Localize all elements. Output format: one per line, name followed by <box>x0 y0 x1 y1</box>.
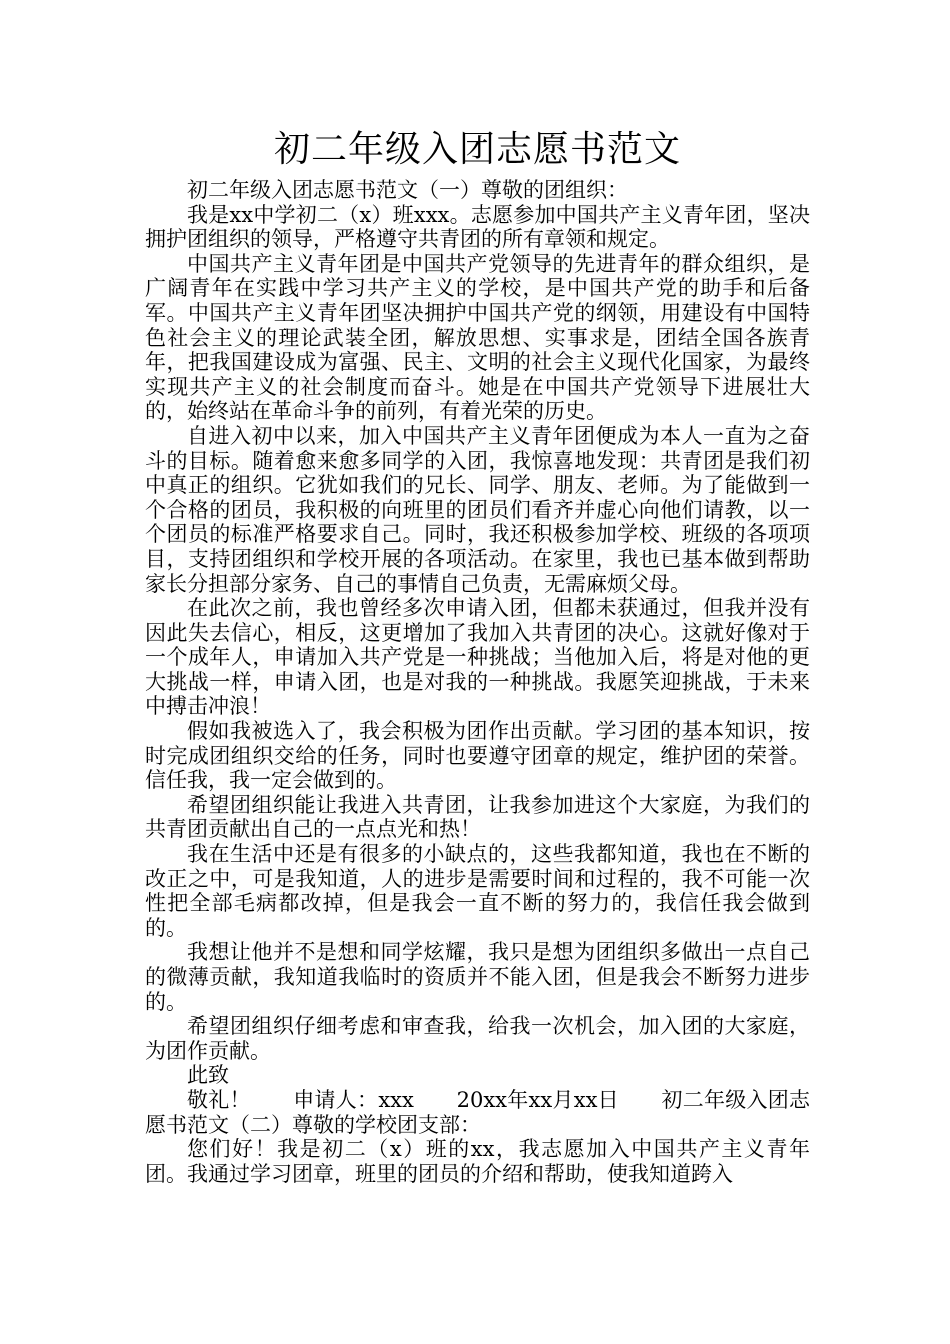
paragraph: 我想让他并不是想和同学炫耀，我只是想为团组织多做出一点自己的微薄贡献，我知道我临时的资质并不能入团，但是我会不断努力进步的。 <box>145 940 810 1014</box>
paragraph: 您们好！我是初二（x）班的xx，我志愿加入中国共产主义青年团。我通过学习团章，班里的团员的介绍和帮助，使我知道跨入 <box>145 1137 810 1186</box>
paragraph: 在此次之前，我也曾经多次申请入团，但都未获通过，但我并没有因此失去信心，相反，这更增加了我加入共青团的决心。这就好像对于一个成年人，申请加入共产党是一种挑战；当他加入后，将是对他的更大挑战一样，申请入团，也是对我的一种挑战。我愿笑迎挑战，于未来中搏击冲浪！ <box>145 596 810 719</box>
document-page <box>145 126 810 1186</box>
paragraph: 希望团组织仔细考虑和审查我，给我一次机会，加入团的大家庭，为团作贡献。 <box>145 1014 810 1063</box>
paragraph: 中国共产主义青年团是中国共产党领导的先进青年的群众组织，是广阔青年在实践中学习共产主义的学校，是中国共产党的助手和后备军。中国共产主义青年团坚决拥护中国共产党的纲领，用建设有中国特色社会主义的理论武装全团，解放思想、实事求是，团结全国各族青年，把我国建设成为富强、民主、文明的社会主义现代化国家，为最终实现共产主义的社会制度而奋斗。她是在中国共产党领导下进展壮大的，始终站在革命斗争的前列，有着光荣的历史。 <box>145 251 810 424</box>
paragraph: 假如我被选入了，我会积极为团作出贡献。学习团的基本知识，按时完成团组织交给的任务，同时也要遵守团章的规定，维护团的荣誉。信任我，我一定会做到的。 <box>145 719 810 793</box>
paragraph-intro: 初二年级入团志愿书范文（一）尊敬的团组织： <box>187 178 628 202</box>
paragraph: 自进入初中以来，加入中国共产主义青年团便成为本人一直为之奋斗的目标。随着愈来愈多同学的入团，我惊喜地发现：共青团是我们初中真正的组织。它犹如我们的兄长、同学、朋友、老师。为了能做到一个合格的团员，我积极的向班里的团员们看齐并虚心向他们请教，以一个团员的标准严格要求自己。同时，我还积极参加学校、班级的各项项目，支持团组织和学校开展的各项活动。在家里，我也已基本做到帮助家长分担部分家务、自己的事情自己负责，无需麻烦父母。 <box>145 423 810 596</box>
signature-line: 敬礼！ 申请人：xxx 20xx年xx月xx日 初二年级入团志愿书范文（二）尊敬的学校团支部： <box>145 1087 810 1137</box>
paragraph: 希望团组织能让我进入共青团，让我参加进这个大家庭，为我们的共青团贡献出自己的一点点光和热！ <box>145 792 810 842</box>
paragraph: 我是xx中学初二（x）班xxx。志愿参加中国共产主义青年团，坚决拥护团组织的领导，严格遵守共青团的所有章领和规定。 <box>145 202 810 252</box>
closing-salutation: 此致 <box>187 1063 229 1088</box>
document-title: 初二年级入团志愿书范文 <box>273 129 681 170</box>
paragraph: 我在生活中还是有很多的小缺点的，这些我都知道，我也在不断的改正之中，可是我知道，人的进步是需要时间和过程的，我不可能一次性把全部毛病都改掉，但是我会一直不断的努力的，我信任我会做到的。 <box>145 842 810 940</box>
